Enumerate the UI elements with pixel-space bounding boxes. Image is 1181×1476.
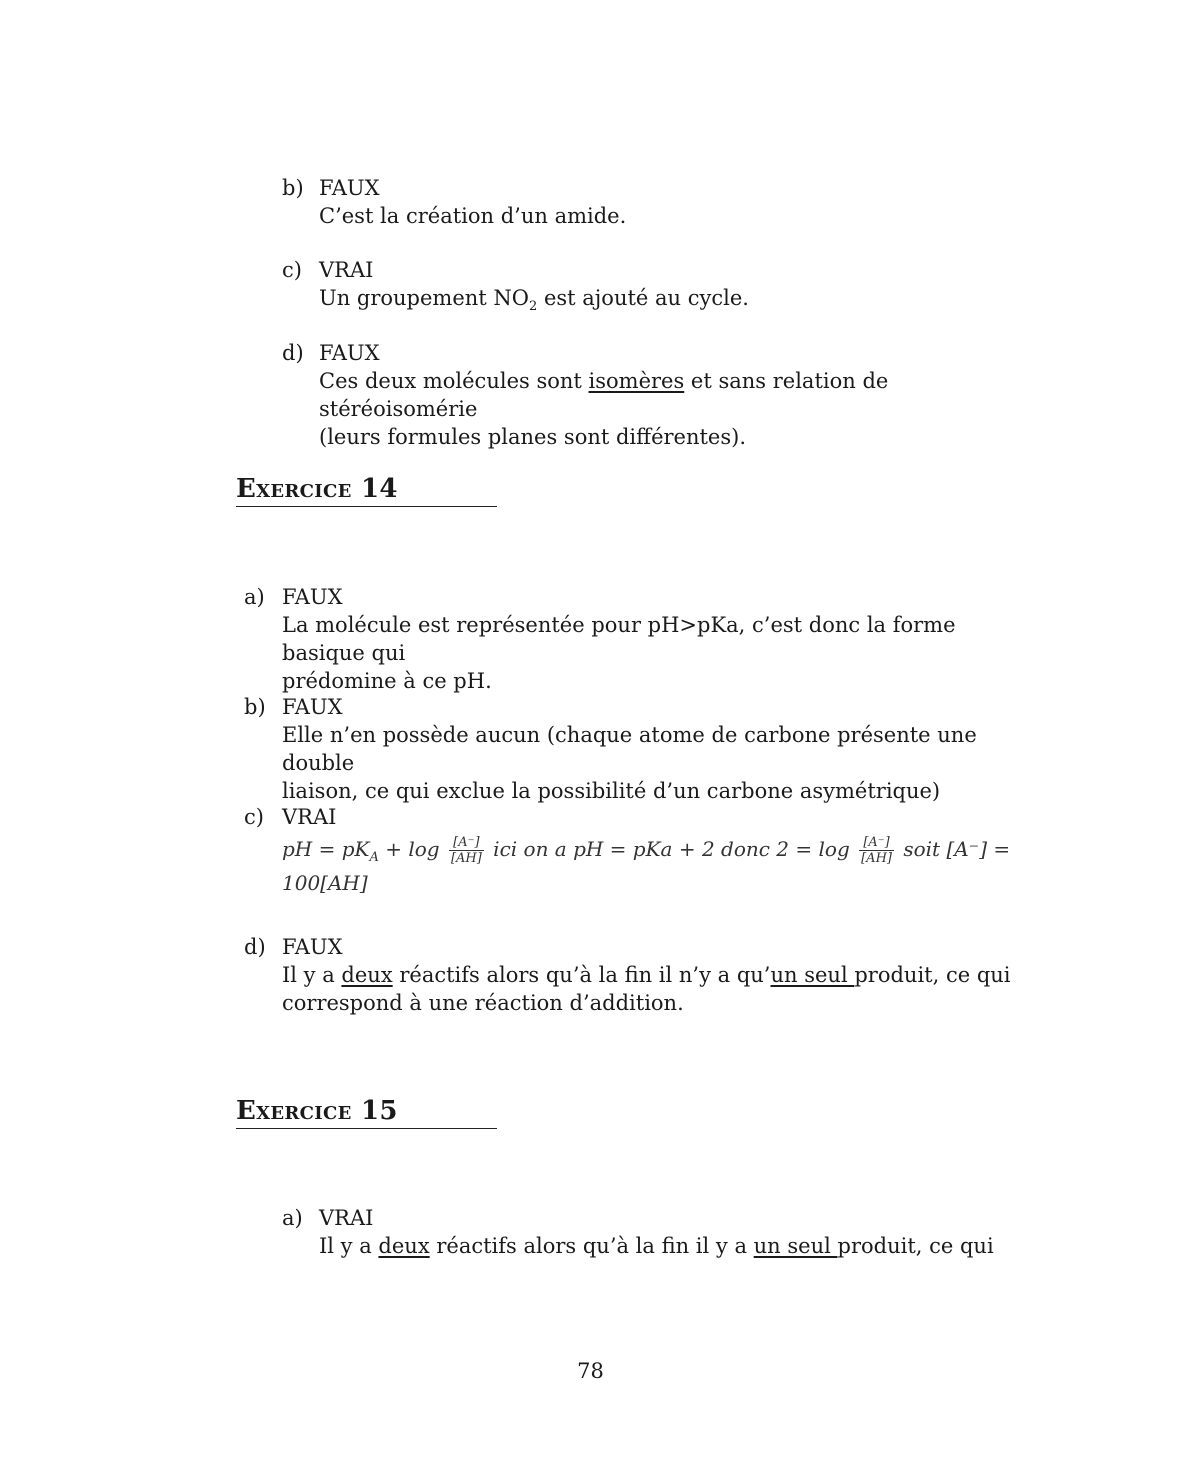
verdict: VRAI <box>282 805 337 829</box>
explanation-line-1: La molécule est représentée pour pH>pKa, c’est donc la forme basique qui <box>282 613 956 665</box>
item-label: b) <box>244 695 266 719</box>
verdict: FAUX <box>282 695 343 719</box>
item-label: a) <box>282 1206 303 1230</box>
explanation-line-2: (leurs formules planes sont différentes). <box>319 425 746 449</box>
item-label: a) <box>244 585 265 609</box>
equation-line-1: pH = $pK_A + \log$ $\frac{[A^-]}{[AH]}$ ici on a pH = pKa + 2 donc 2 = log $\frac{[A^-]}{[AH]}$ soit [A⁻] = <box>282 835 1011 866</box>
answer-14-a <box>244 583 1044 695</box>
verdict: VRAI <box>319 1206 374 1230</box>
fraction: $\frac{[A^-]}{[AH]}$ <box>450 835 482 866</box>
verdict: FAUX <box>319 176 380 200</box>
explanation-line-2: prédomine à ce pH. <box>282 669 492 693</box>
verdict: FAUX <box>282 935 343 959</box>
item-label: b) <box>282 176 304 200</box>
answer-14-b <box>244 693 1044 805</box>
explanation-line-2: liaison, ce qui exclue la possibilité d’un carbone asymétrique) <box>282 779 941 803</box>
answer-13-b <box>282 174 1002 230</box>
answer-13-c <box>282 256 1002 321</box>
answer-14-c <box>244 803 1064 897</box>
explanation-line-2: correspond à une réaction d’addition. <box>282 991 684 1015</box>
item-label: d) <box>282 341 304 365</box>
answer-13-d <box>282 339 1022 451</box>
exercise-14-heading: Exercice 14 <box>236 474 497 507</box>
answer-15-a <box>282 1204 1042 1260</box>
item-label: c) <box>244 805 264 829</box>
item-label: d) <box>244 935 266 959</box>
verdict: FAUX <box>282 585 343 609</box>
fraction: $\frac{[A^-]}{[AH]}$ <box>861 835 892 866</box>
verdict: FAUX <box>319 341 380 365</box>
explanation: Un groupement $NO_2$ est ajouté au cycle. <box>319 286 749 314</box>
explanation-line-1: Elle n’en possède aucun (chaque atome de carbone présente une double <box>282 723 977 775</box>
exercise-15-heading: Exercice 15 <box>236 1096 497 1129</box>
item-label: c) <box>282 258 302 282</box>
page-number: 78 <box>577 1359 604 1383</box>
equation-line-2: 100[AH] <box>282 871 368 895</box>
explanation: C’est la création d’un amide. <box>319 204 627 228</box>
explanation-line-1: Il y a deux réactifs alors qu’à la fin il n’y a qu’un seul produit, ce qui <box>282 963 1011 987</box>
explanation-line-1: Ces deux molécules sont isomères et sans relation de stéréoisomérie <box>319 369 889 421</box>
answer-14-d <box>244 933 1064 1017</box>
explanation-line-1: Il y a deux réactifs alors qu’à la fin il y a un seul produit, ce qui <box>319 1234 994 1258</box>
verdict: VRAI <box>319 258 374 282</box>
